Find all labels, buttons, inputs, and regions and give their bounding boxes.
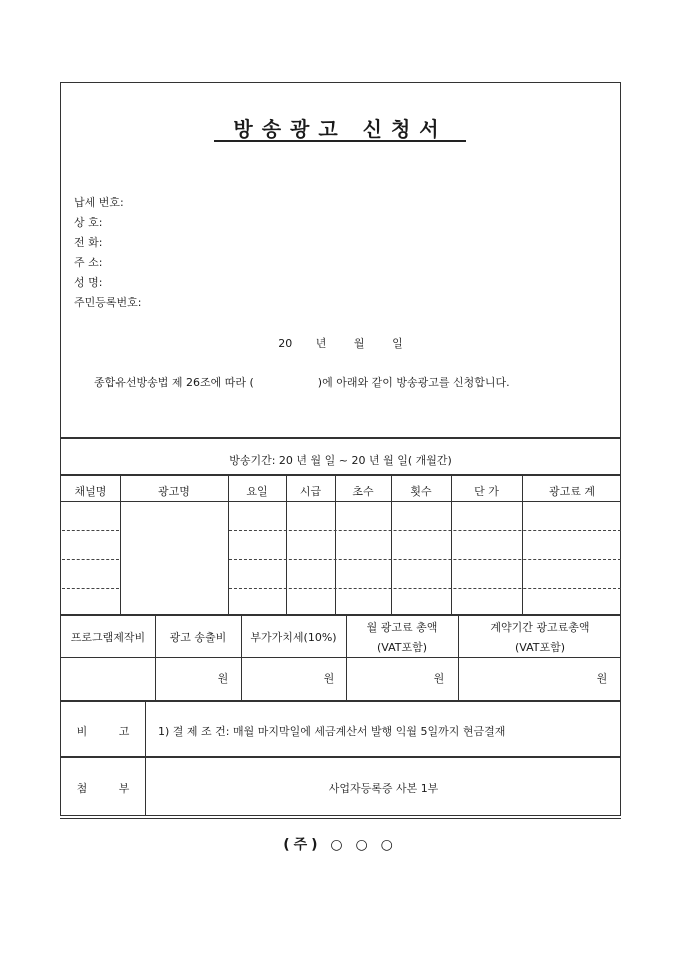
col-count: 횟수: [410, 485, 432, 498]
row-separator: [229, 530, 621, 531]
col-ad-total: 광고료 계: [548, 485, 595, 498]
company-name-label: 상 호:: [74, 216, 103, 229]
col-monthly-total-sub: (VAT포함): [376, 641, 428, 654]
statement-after: )에 아래와 같이 방송광고를 신청합니다.: [317, 376, 510, 389]
column-divider: [145, 702, 146, 816]
date-day: 일: [392, 337, 403, 350]
col-time-grade: 시급: [299, 485, 322, 498]
phone-label: 전 화:: [74, 236, 103, 249]
row-separator: [229, 559, 621, 560]
schedule-header-rule: [61, 501, 620, 502]
cost-header-rule: [61, 657, 620, 658]
unit-won: 원: [217, 672, 229, 685]
attachment-label: 첨 부: [76, 782, 144, 795]
remarks-text: 1) 결 제 조 건: 매월 마지막일에 세금계산서 발행 익월 5일까지 현금결재: [158, 725, 506, 738]
application-date: [61, 335, 620, 351]
row-separator: [62, 559, 119, 560]
bottom-rule: [60, 818, 621, 819]
company-footer: (주) ○ ○ ○: [283, 837, 397, 853]
col-ad-name: 광고명: [158, 485, 190, 498]
unit-won: 원: [596, 672, 608, 685]
col-contract-total: 계약기간 광고료총액: [490, 621, 590, 634]
row-separator: [229, 588, 621, 589]
address-label: 주 소:: [74, 256, 103, 269]
col-seconds: 초수: [352, 485, 374, 498]
broadcast-period-label: 방송기간:: [229, 454, 276, 467]
col-unit-price: 단 가: [474, 485, 499, 498]
remarks-label: 비 고: [76, 725, 144, 738]
col-channel: 채널명: [74, 485, 107, 498]
date-year-prefix: 20: [278, 337, 293, 350]
col-day: 요일: [246, 485, 268, 498]
col-production-cost: 프로그램제작비: [70, 631, 146, 644]
col-transmission-cost: 광고 송출비: [169, 631, 227, 644]
col-vat: 부가가치세(10%): [250, 631, 337, 644]
broadcast-period-text: 20 년 월 일 ~ 20 년 월 일( 개월간): [278, 454, 452, 467]
tax-number-label: 납세 번호:: [74, 196, 124, 209]
title-underline: [214, 140, 466, 142]
resident-number-label: 주민등록번호:: [74, 296, 142, 309]
unit-won: 원: [323, 672, 335, 685]
attachment-text: 사업자등록증 사본 1부: [328, 782, 439, 795]
row-separator: [62, 530, 119, 531]
col-monthly-total: 월 광고료 총액: [366, 621, 438, 634]
form-title: 방송광고 신청서: [233, 117, 448, 141]
application-form: [60, 82, 621, 816]
date-year: 년: [315, 337, 327, 350]
section-divider: [61, 614, 620, 616]
row-separator: [62, 588, 119, 589]
date-month: 월: [353, 337, 365, 350]
section-divider: [61, 437, 620, 439]
section-divider: [61, 474, 620, 476]
broadcast-period: [61, 452, 620, 468]
section-divider: [61, 756, 620, 758]
application-statement: [94, 374, 510, 390]
statement-before: 종합유선방송법 제 26조에 따라 (: [94, 376, 254, 389]
name-label: 성 명:: [74, 276, 103, 289]
unit-won: 원: [433, 672, 445, 685]
col-contract-total-sub: (VAT포함): [514, 641, 566, 654]
